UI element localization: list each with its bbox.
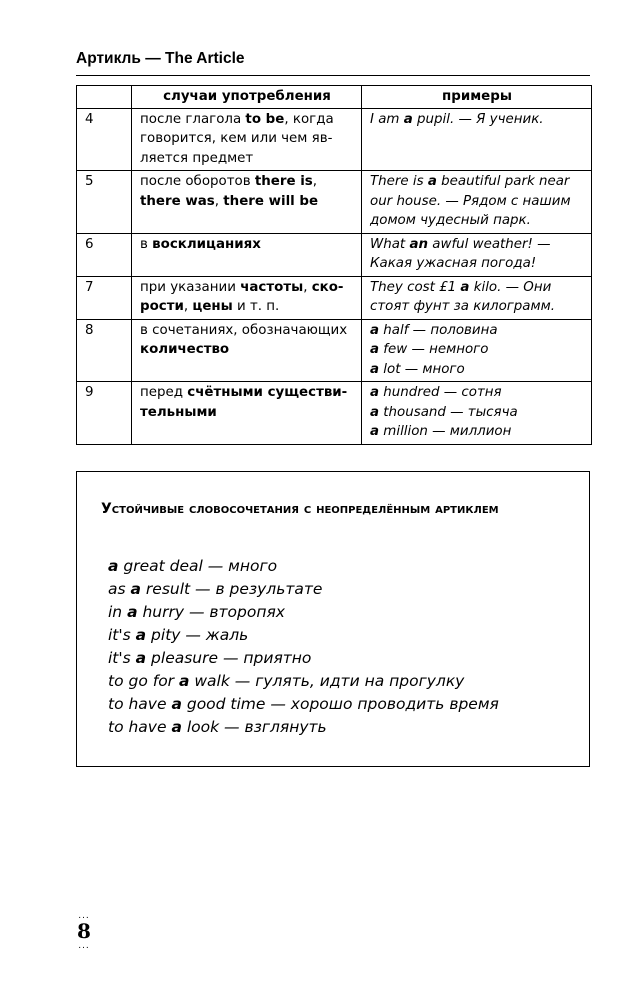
usage-line [140, 321, 354, 341]
row-number: 4 [77, 108, 132, 171]
text-segment: good time — хорошо проводить время [181, 695, 499, 713]
row-number: 7 [77, 276, 132, 319]
set-phrase-item [108, 670, 499, 693]
bold-term: a [403, 111, 413, 127]
article-term: a [130, 580, 141, 598]
page-dots-bottom: ... [78, 941, 90, 951]
example-cell [362, 108, 592, 171]
text-segment: beautiful park near [436, 174, 570, 189]
example-cell [362, 382, 592, 445]
page-footer [74, 912, 94, 950]
set-phrase-item [108, 716, 499, 739]
table-row [77, 382, 592, 445]
text-segment: говорится, кем или чем яв- [140, 131, 333, 146]
text-segment: hurry — второпях [137, 603, 285, 621]
text-segment: kilo. — Они [469, 279, 552, 295]
bold-term: рости [140, 299, 184, 314]
example-line [370, 403, 584, 423]
article-usage-table [76, 85, 592, 445]
bold-term: an [409, 236, 429, 252]
text-segment: look — взглянуть [181, 718, 327, 736]
row-number: 8 [77, 319, 132, 382]
bold-term: ско- [311, 279, 344, 295]
example-line [370, 254, 584, 274]
text-segment: , [303, 279, 312, 295]
bold-term: a [370, 342, 380, 357]
text-segment: в сочетаниях, обозначающих [140, 322, 348, 338]
bold-term: a [370, 322, 380, 338]
text-segment: half — половина [379, 322, 498, 338]
example-cell [362, 319, 592, 382]
text-segment: great deal — много [118, 557, 278, 575]
column-header-number [77, 86, 132, 109]
text-segment: Какая ужасная погода! [370, 256, 537, 271]
usage-cell [132, 276, 362, 319]
bold-term: there was [140, 193, 215, 209]
set-phrases-list [108, 555, 499, 739]
text-segment: и т. п. [232, 299, 280, 314]
text-segment: , [214, 193, 224, 209]
usage-cell [132, 233, 362, 276]
page-dots-top: ... [78, 911, 90, 921]
bold-term: восклицаниях [152, 236, 261, 252]
column-header-examples: примеры [362, 86, 592, 109]
text-segment: при указании [140, 279, 241, 295]
text-segment: I am [370, 111, 404, 127]
bold-term: to be [245, 111, 285, 127]
usage-line [140, 297, 354, 317]
text-segment: to have [108, 718, 172, 736]
article-term: a [135, 649, 147, 667]
example-line [370, 278, 584, 298]
example-line [370, 422, 584, 442]
page-header-title: Артикль — The Article [76, 50, 245, 67]
text-segment: it's [108, 649, 136, 667]
text-segment: hundred — сотня [379, 385, 502, 400]
example-line [370, 192, 584, 212]
table-row [77, 108, 592, 171]
article-term: a [171, 695, 182, 713]
example-line [370, 235, 584, 255]
text-segment: lot — много [379, 361, 465, 377]
text-segment: to have [108, 695, 172, 713]
row-number: 5 [77, 171, 132, 234]
example-cell [362, 276, 592, 319]
example-line [370, 211, 584, 231]
usage-line [140, 192, 354, 212]
text-segment: ляется предмет [140, 150, 254, 166]
usage-line [140, 383, 354, 403]
article-term: a [178, 672, 190, 690]
text-segment: thousand — тысяча [379, 404, 518, 420]
table-row [77, 319, 592, 382]
example-line [370, 110, 584, 130]
table-header-row [77, 86, 592, 109]
text-segment: , [312, 174, 318, 189]
bold-term: a [370, 361, 380, 377]
set-phrases-title: Устойчивые словосочетания с неопределённым артиклем [101, 501, 499, 517]
example-cell [362, 233, 592, 276]
set-phrase-item [108, 647, 499, 670]
header-divider [76, 75, 590, 76]
text-segment: There is [370, 174, 428, 189]
text-segment: to go for [108, 672, 179, 690]
text-segment: awful weather! — [428, 236, 551, 252]
text-segment: после глагола [140, 111, 246, 127]
usage-line [140, 129, 354, 149]
usage-line [140, 340, 354, 360]
example-cell [362, 171, 592, 234]
row-number: 6 [77, 233, 132, 276]
example-line [370, 297, 584, 317]
usage-cell [132, 108, 362, 171]
example-line [370, 172, 584, 192]
article-term: a [171, 718, 182, 736]
set-phrase-item [108, 601, 499, 624]
usage-line [140, 403, 354, 423]
text-segment: домом чудесный парк. [370, 213, 531, 228]
usage-cell [132, 171, 362, 234]
table-row [77, 233, 592, 276]
text-segment: перед [140, 385, 188, 400]
set-phrase-item [108, 693, 499, 716]
text-segment: после оборотов [140, 174, 255, 189]
bold-term: a [460, 279, 470, 295]
usage-line [140, 235, 354, 255]
usage-line [140, 172, 354, 192]
text-segment: , когда [284, 111, 334, 127]
text-segment: walk — гулять, идти на прогулку [189, 672, 465, 690]
text-segment: our house. — Рядом с нашим [370, 193, 571, 209]
bold-term: количество [140, 342, 230, 357]
text-segment: pupil. — Я ученик. [412, 111, 544, 127]
usage-line [140, 149, 354, 169]
text-segment: pleasure — приятно [146, 649, 312, 667]
text-segment: в [140, 236, 153, 252]
table-body [77, 108, 592, 444]
text-segment: as [108, 580, 131, 598]
text-segment: pity — жаль [146, 626, 249, 644]
set-phrase-item [108, 555, 499, 578]
article-term: a [108, 557, 119, 575]
bold-term: a [427, 174, 437, 189]
set-phrases-box [76, 471, 590, 767]
text-segment: in [108, 603, 128, 621]
example-line [370, 383, 584, 403]
text-segment: What [370, 236, 410, 252]
bold-term: частоты [240, 279, 304, 295]
text-segment: стоят фунт за килограмм. [370, 299, 555, 314]
text-segment: few — немного [379, 342, 489, 357]
text-segment: result — в результате [140, 580, 323, 598]
set-phrase-item [108, 624, 499, 647]
text-segment: it's [108, 626, 136, 644]
text-segment: They cost £1 [370, 279, 461, 295]
column-header-usage: случаи употребления [132, 86, 362, 109]
usage-cell [132, 382, 362, 445]
usage-line [140, 278, 354, 298]
row-number: 9 [77, 382, 132, 445]
bold-term: счётными существи- [187, 385, 348, 400]
table-row [77, 276, 592, 319]
bold-term: a [370, 385, 380, 400]
bold-term: цены [192, 299, 233, 314]
example-line [370, 321, 584, 341]
bold-term: there will be [223, 193, 319, 209]
bold-term: тельными [140, 404, 217, 420]
text-segment: million — миллион [379, 424, 512, 439]
bold-term: a [370, 424, 380, 439]
article-term: a [127, 603, 138, 621]
example-line [370, 360, 584, 380]
set-phrase-item [108, 578, 499, 601]
bold-term: a [370, 404, 380, 420]
text-segment: , [183, 299, 193, 314]
usage-cell [132, 319, 362, 382]
table-row [77, 171, 592, 234]
page-number: 8 [77, 919, 91, 943]
bold-term: there is [254, 174, 313, 189]
article-term: a [135, 626, 147, 644]
example-line [370, 340, 584, 360]
usage-line [140, 110, 354, 130]
